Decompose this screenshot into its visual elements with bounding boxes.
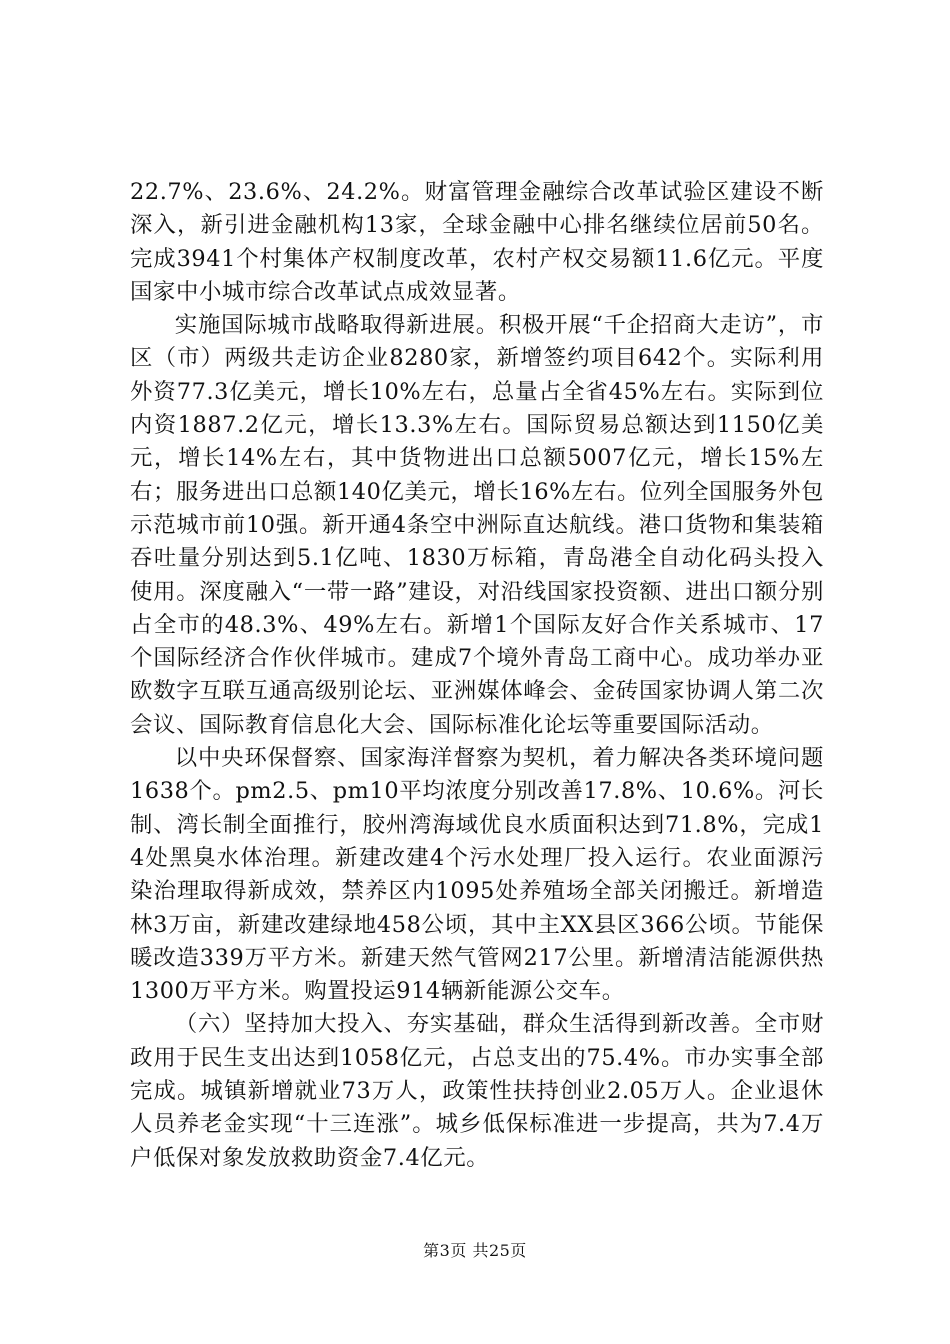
paragraph-environment: 以中央环保督察、国家海洋督察为契机，着力解决各类环境问题1638个。pm2.5、pm10平均浓度分别改善17.8%、10.6%。河长制、湾长制全面推行，胶州湾海域优良水质面积达到71.8%，完成14处黑臭水体治理。新建改建4个污水处理厂投入运行。农业面源污染治理取得新成效，禁养区内1095处养殖场全部关闭搬迁。新增造林3万亩，新建改建绿地458公顷，其中主XX县区366公顷。节能保暖改造339万平方米。新建天然气管网217公里。新增清洁能源供热1300万平方米。购置投运914辆新能源公交车。 bbox=[130, 745, 824, 1005]
paragraph-international-city: 实施国际城市战略取得新进展。积极开展“千企招商大走访”，市区（市）两级共走访企业8280家，新增签约项目642个。实际利用外资77.3亿美元，增长10%左右，总量占全省45%左右。实际到位内资1887.2亿元，增长13.3%左右。国际贸易总额达到1150亿美元，增长14%左右，其中货物进出口总额5007亿元，增长15%左右；服务进出口总额140亿美元，增长16%左右。位列全国服务外包示范城市前10强。新开通4条空中洲际直达航线。港口货物和集装箱吞吐量分别达到5.1亿吨、1830万标箱，青岛港全自动化码头投入使用。深度融入“一带一路”建设，对沿线国家投资额、进出口额分别占全市的48.3%、49%左右。新增1个国际友好合作关系城市、17个国际经济合作伙伴城市。建成7个境外青岛工商中心。成功举办亚欧数字互联互通高级别论坛、亚洲媒体峰会、金砖国家协调人第二次会议、国际教育信息化大会、国际标准化论坛等重要国际活动。 bbox=[130, 312, 824, 738]
paragraph-livelihood: （六）坚持加大投入、夯实基础，群众生活得到新改善。全市财政用于民生支出达到1058亿元，占总支出的75.4%。市办实事全部完成。城镇新增就业73万人，政策性扶持创业2.05万人。企业退休人员养老金实现“十三连涨”。城乡低保标准进一步提高，共为7.4万户低保对象发放救助资金7.4亿元。 bbox=[130, 1011, 824, 1171]
page-footer: 第3页 共25页 bbox=[423, 1241, 527, 1260]
paragraph-finance-reform: 22.7%、23.6%、24.2%。财富管理金融综合改革试验区建设不断深入，新引进金融机构13家，全球金融中心排名继续位居前50名。完成3941个村集体产权制度改革，农村产权交易额11.6亿元。平度国家中小城市综合改革试点成效显著。 bbox=[130, 179, 824, 305]
body-text bbox=[130, 176, 824, 1175]
